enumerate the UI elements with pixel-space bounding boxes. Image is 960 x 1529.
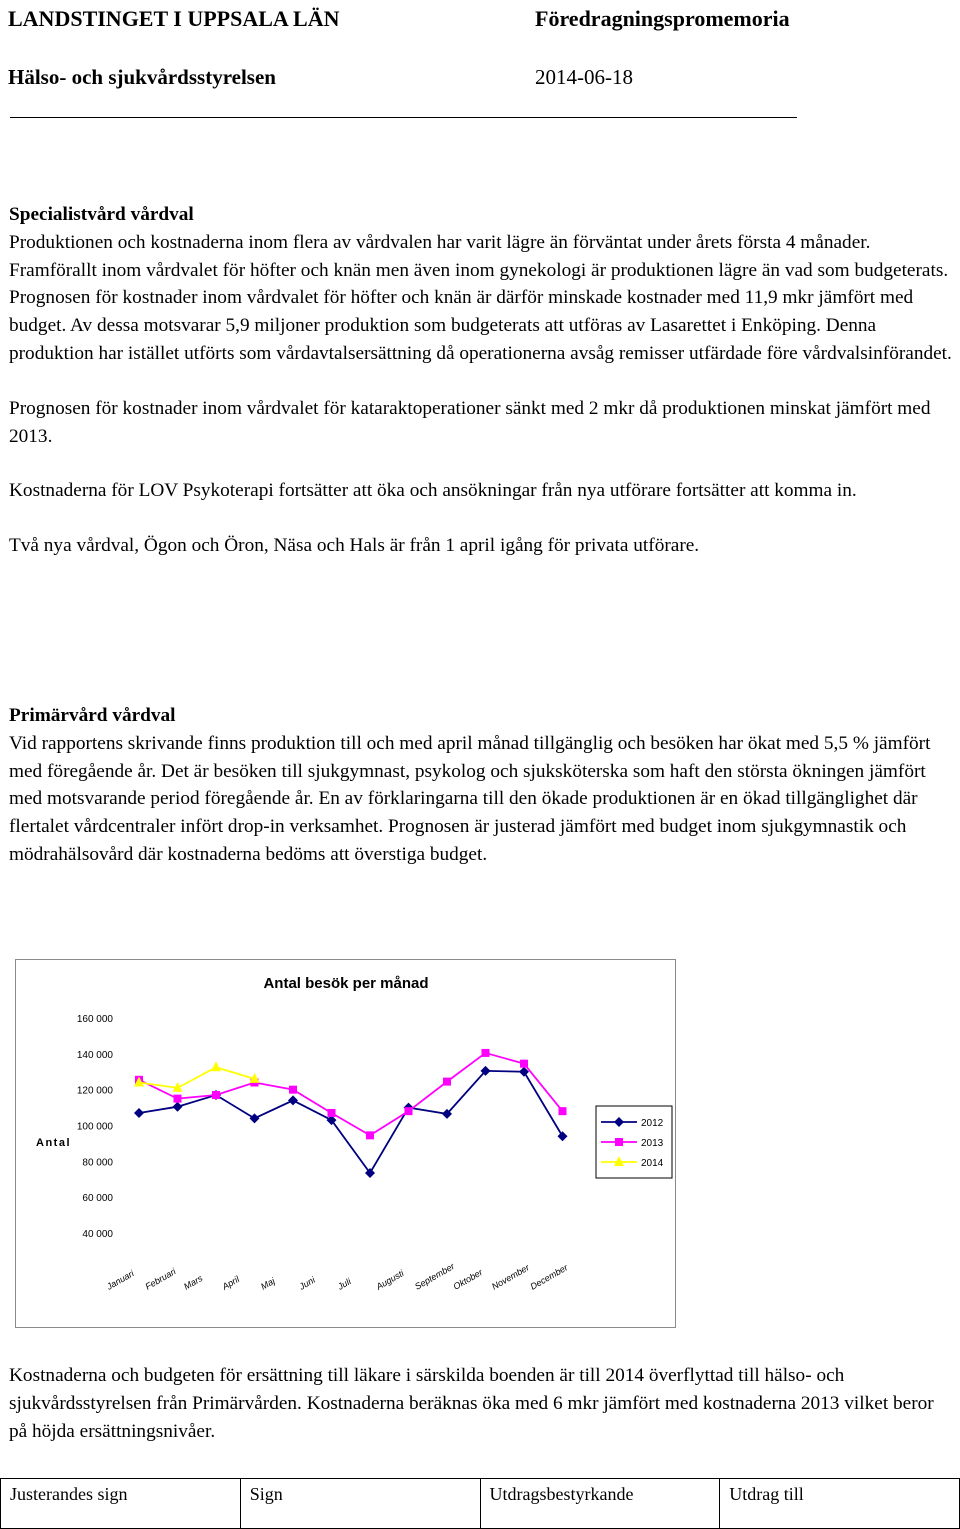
- section-heading: Primärvård vårdval: [9, 705, 176, 726]
- series-line-2012: [139, 1071, 563, 1173]
- series-line-2013: [139, 1053, 563, 1135]
- section-heading: Specialistvård vårdval: [9, 204, 194, 225]
- data-point: [482, 1049, 490, 1057]
- data-point: [288, 1095, 298, 1105]
- x-tick-label: Januari: [105, 1268, 136, 1292]
- board-name: Hälso- och sjukvårdsstyrelsen: [8, 65, 276, 89]
- y-tick-label: 120 000: [76, 1085, 113, 1097]
- data-point: [366, 1131, 374, 1139]
- visits-chart: [15, 959, 676, 1328]
- x-tick-label: Maj: [259, 1275, 277, 1292]
- data-point: [405, 1107, 413, 1115]
- data-point: [558, 1131, 568, 1141]
- data-point: [443, 1078, 451, 1086]
- data-point: [520, 1060, 528, 1068]
- header-rule: [10, 117, 797, 118]
- data-point: [289, 1086, 297, 1094]
- x-tick-label: Oktober: [451, 1267, 485, 1292]
- legend-marker: [615, 1138, 623, 1146]
- data-point: [250, 1113, 260, 1123]
- data-point: [173, 1102, 183, 1112]
- legend-label: 2013: [641, 1138, 664, 1149]
- data-point: [559, 1107, 567, 1115]
- document-type: Föredragningspromemoria: [535, 6, 790, 31]
- chart-title: Antal besök per månad: [263, 975, 429, 992]
- paragraph: Vid rapportens skrivande finns produktion till och med april månad tillgänglig och besöken har ökat med 5,5 % jämfört med föregående år. Det är besöken till sjukgymnast, psykolog och sjuksköterska som haft den största ökningen jämfört med motsvarande period föregående år. En av förklaringarna till den ökade produktionen är en ökad tillgänglighet där flertalet vårdcentraler infört drop-in verksamhet. Prognosen är justerad jämfört med budget inom sjukgymnastik och mödrahälsovård där kostnaderna bedöms att överstiga budget.: [9, 732, 931, 865]
- paragraph: Produktionen och kostnaderna inom flera av vårdvalen har varit lägre än förväntat under årets första 4 månader. Framförallt inom vårdvalet för höfter och knän men även inom gynekologi är produktionen lägre än vad som budgeterats. Prognosen för kostnader inom vårdvalet för höfter och knän är därför minskade kostnader med 11,9 mkr jämfört med budget. Av dessa motsvarar 5,9 miljoner produktion som budgeterats att utföras av Lasarettet i Enköping. Denna produktion har istället utförts som vårdavtalsersättning då operationerna avsåg remisser utfärdade före vårdvalsinförandet.: [9, 231, 952, 364]
- x-tick-label: Juli: [336, 1276, 353, 1292]
- section-specialistvard: [9, 201, 954, 560]
- signature-cell-utdragsbestyrkande: Utdragsbestyrkande: [481, 1479, 721, 1528]
- y-tick-label: 160 000: [76, 1014, 113, 1025]
- organization-name: LANDSTINGET I UPPSALA LÄN: [8, 6, 340, 31]
- document-date: 2014-06-18: [535, 65, 633, 89]
- y-axis-label: Antal: [36, 1137, 71, 1149]
- x-tick-label: Augusti: [374, 1268, 406, 1292]
- signature-cell-justerandes: Justerandes sign: [1, 1479, 241, 1528]
- x-tick-label: Mars: [182, 1273, 205, 1292]
- signature-table: [0, 1478, 960, 1529]
- data-point: [211, 1061, 221, 1071]
- legend-label: 2012: [641, 1118, 664, 1129]
- signature-cell-utdrag-till: Utdrag till: [729, 1484, 804, 1504]
- legend-label: 2014: [641, 1158, 664, 1169]
- paragraph: Kostnaderna och budgeten för ersättning till läkare i särskilda boenden är till 2014 överflyttad till hälso- och sjukvårdsstyrelsen från Primärvården. Kostnaderna beräknas öka med 6 mkr jämfört med kostnaderna 2013 vilket beror på höjda ersättningsnivåer.: [9, 1365, 934, 1442]
- signature-cell-sign: Sign: [241, 1479, 481, 1528]
- y-tick-label: 80 000: [82, 1157, 113, 1169]
- y-tick-label: 100 000: [76, 1121, 113, 1133]
- x-tick-label: December: [528, 1262, 570, 1292]
- y-tick-label: 60 000: [82, 1193, 113, 1205]
- paragraph: Två nya vårdval, Ögon och Öron, Näsa och Hals är från 1 april igång för privata utförare.: [9, 535, 700, 557]
- data-point: [328, 1109, 336, 1117]
- data-point: [212, 1091, 220, 1099]
- x-tick-label: September: [413, 1261, 457, 1292]
- x-tick-label: November: [490, 1262, 531, 1292]
- x-tick-label: Juni: [297, 1274, 317, 1292]
- y-tick-label: 140 000: [76, 1049, 113, 1061]
- data-point: [134, 1108, 144, 1118]
- paragraph: Prognosen för kostnader inom vårdvalet för kataraktoperationer sänkt med 2 mkr då produktionen minskat jämfört med 2013.: [9, 397, 931, 447]
- paragraph: Kostnaderna för LOV Psykoterapi fortsätter att öka och ansökningar från nya utförare fortsätter att komma in.: [9, 480, 857, 502]
- section-primarvard: [9, 702, 954, 869]
- x-tick-label: Februari: [143, 1266, 178, 1292]
- x-tick-label: April: [220, 1274, 242, 1292]
- data-point: [174, 1095, 182, 1103]
- section-lakare-boenden: [9, 1362, 954, 1445]
- series-line-2014: [139, 1067, 255, 1088]
- chart-canvas: [16, 960, 675, 1327]
- y-tick-label: 40 000: [82, 1229, 113, 1240]
